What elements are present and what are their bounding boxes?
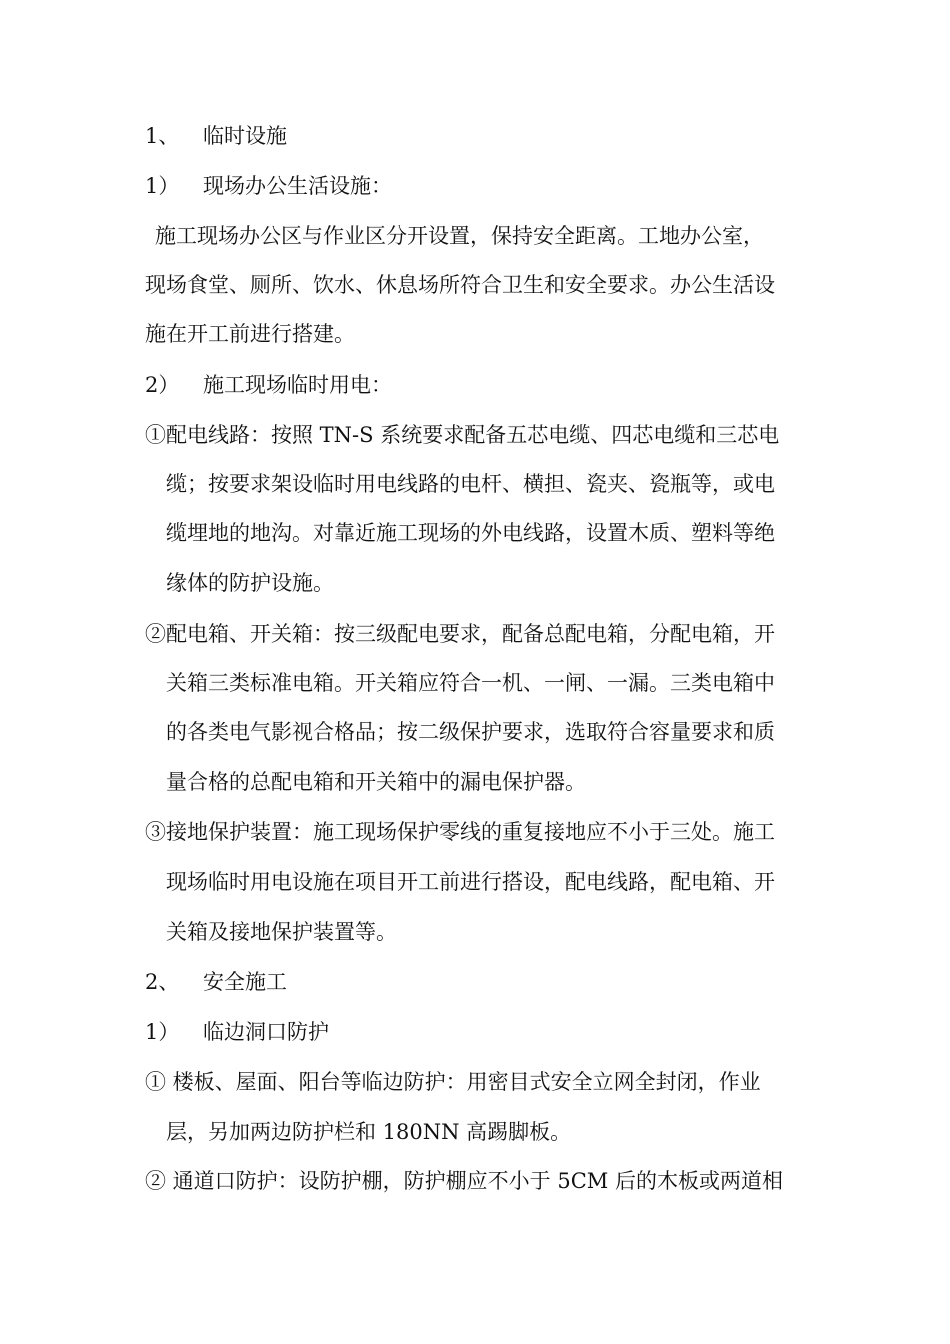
list-item-line: ③接地保护装置：施工现场保护零线的重复接地应不小于三处。施工 (145, 820, 775, 844)
list-item-line: 缆；按要求架设临时用电线路的电杆、横担、瓷夹、瓷瓶等，或电 (166, 472, 775, 496)
list-item-line: ② 通道口防护：设防护棚，防护棚应不小于 5CM 后的木板或两道相 (145, 1169, 783, 1193)
list-item-line: 关箱及接地保护装置等。 (166, 920, 397, 944)
list-item-line: 层，另加两边防护栏和 180NN 高踢脚板。 (166, 1120, 572, 1144)
section-number: 2、 (145, 970, 180, 994)
section-title: 临时设施 (203, 124, 287, 148)
list-item-line: 缘体的防护设施。 (166, 571, 334, 595)
subsection-title: 施工现场临时用电： (203, 373, 392, 397)
list-item-line: 缆埋地的地沟。对靠近施工现场的外电线路，设置木质、塑料等绝 (166, 521, 775, 545)
list-item-line: 现场临时用电设施在项目开工前进行搭设，配电线路，配电箱、开 (166, 870, 775, 894)
subsection-number: 1） (145, 1020, 180, 1044)
section-title: 安全施工 (203, 970, 287, 994)
subsection-title: 临边洞口防护 (203, 1020, 329, 1044)
section-number: 1、 (145, 124, 180, 148)
list-item-line: 量合格的总配电箱和开关箱中的漏电保护器。 (166, 770, 586, 794)
subsection-title: 现场办公生活设施： (203, 174, 392, 198)
list-item-line: ②配电箱、开关箱：按三级配电要求，配备总配电箱，分配电箱，开 (145, 622, 775, 646)
paragraph-line: 施在开工前进行搭建。 (145, 322, 355, 346)
paragraph-line: 施工现场办公区与作业区分开设置，保持安全距离。工地办公室， (155, 224, 764, 248)
paragraph-line: 现场食堂、厕所、饮水、休息场所符合卫生和安全要求。办公生活设 (145, 273, 775, 297)
list-item-line: 关箱三类标准电箱。开关箱应符合一机、一闸、一漏。三类电箱中 (166, 671, 775, 695)
subsection-number: 2） (145, 373, 180, 397)
list-item-line: 的各类电气影视合格品；按二级保护要求，选取符合容量要求和质 (166, 720, 775, 744)
list-item-line: ①配电线路：按照 TN-S 系统要求配备五芯电缆、四芯电缆和三芯电 (145, 423, 780, 447)
list-item-line: ① 楼板、屋面、阳台等临边防护：用密目式安全立网全封闭，作业 (145, 1070, 761, 1094)
subsection-number: 1） (145, 174, 180, 198)
